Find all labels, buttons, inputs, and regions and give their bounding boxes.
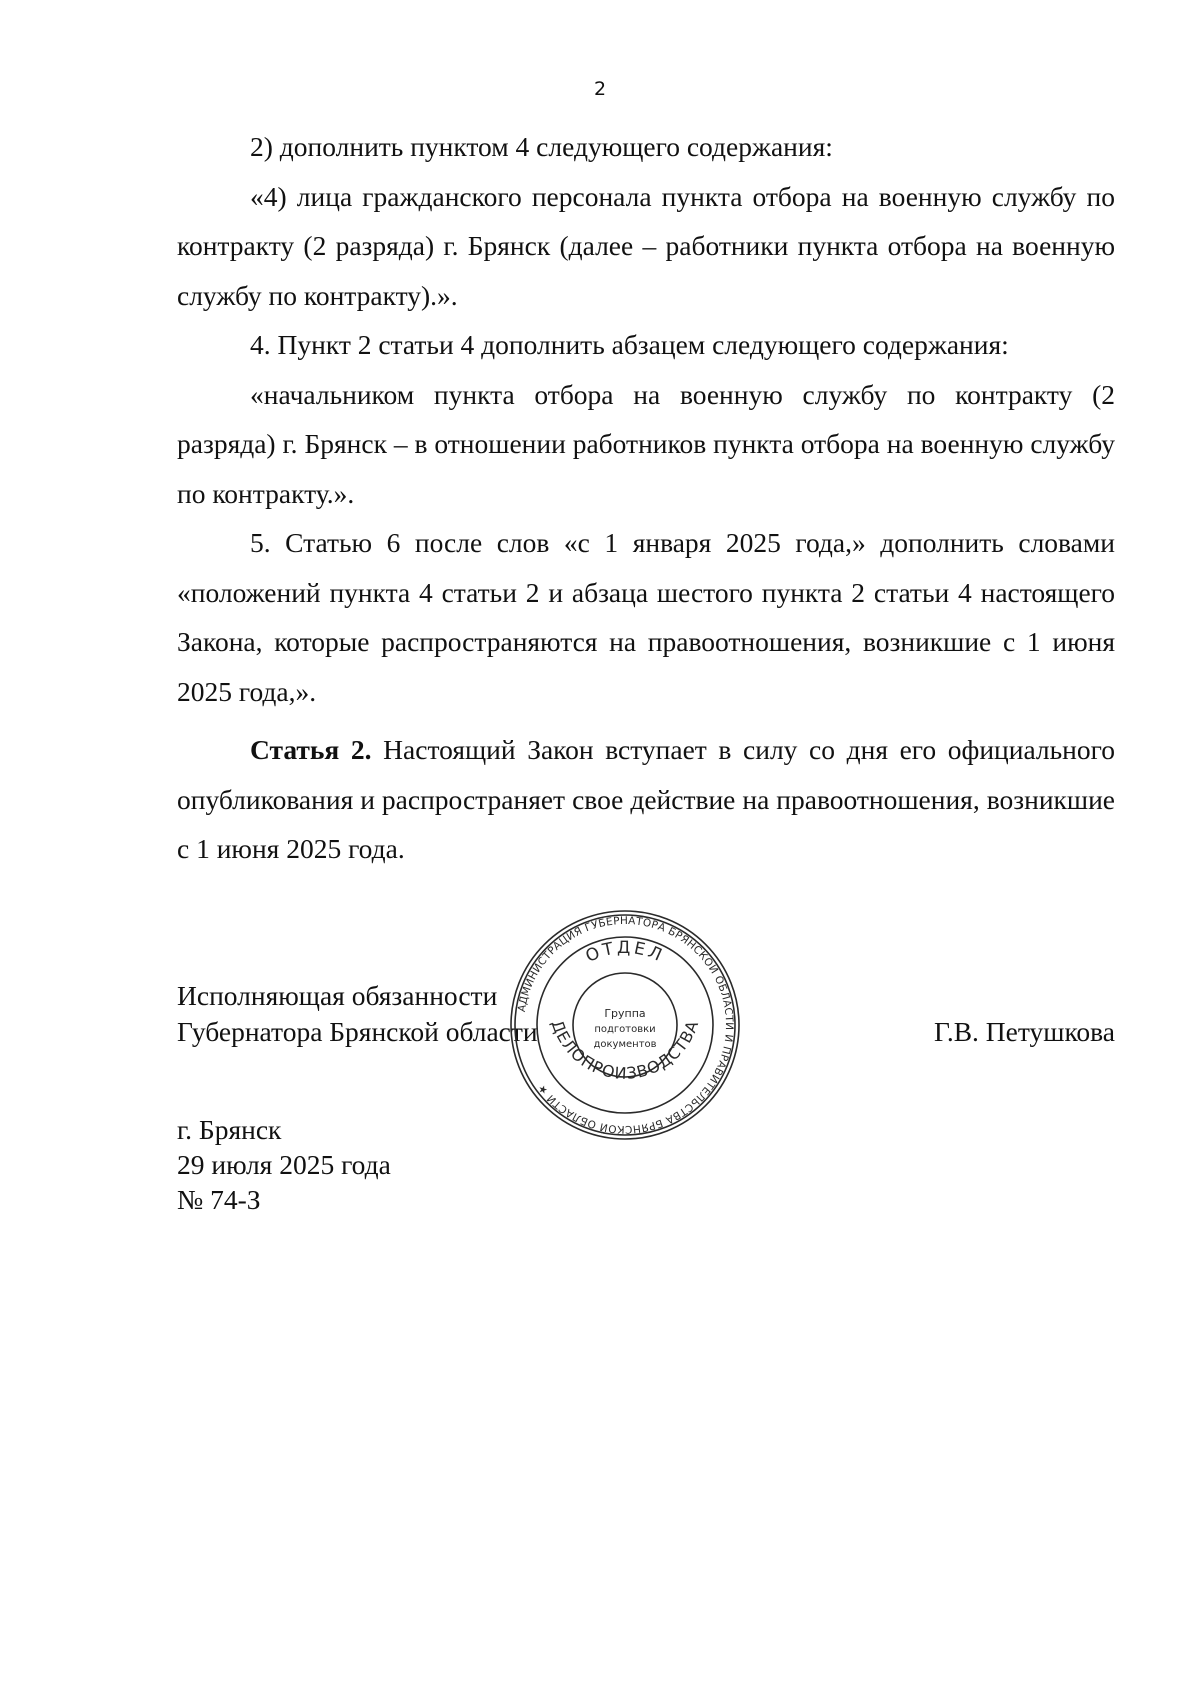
seal-stamp <box>505 905 745 1145</box>
paragraph-item-2: 2) дополнить пунктом 4 следующего содержания: <box>250 131 833 162</box>
signature-position <box>177 978 538 1050</box>
signer-name: Г.В. Петушкова <box>934 1016 1115 1047</box>
page-number: 2 <box>593 78 607 100</box>
city: г. Брянск <box>177 1114 282 1145</box>
seal-text <box>516 915 735 1135</box>
document-body <box>177 122 1115 874</box>
signature-position-line2: Губернатора Брянской области <box>177 1016 538 1047</box>
paragraph-point-4: 4. Пункт 2 статьи 4 дополнить абзацем следующего содержания: <box>250 329 1009 360</box>
signature-position-line1: Исполняющая обязанности <box>177 980 498 1011</box>
seal-center-line3: документов <box>593 1039 657 1050</box>
document-number: № 74-З <box>177 1184 261 1215</box>
article-2-heading: Статья 2. <box>250 734 372 765</box>
document-date: 29 июля 2025 года <box>177 1149 391 1180</box>
seal-ring-bottom-text: ДЕЛОПРОИЗВОДСТВА <box>547 1017 703 1083</box>
seal-center-line1: Группа <box>604 1007 646 1020</box>
seal-ring-top-text: ОТДЕЛ <box>582 937 668 967</box>
seal-center-line2: подготовки <box>594 1024 656 1035</box>
seal-outer-text: АДМИНИСТРАЦИЯ ГУБЕРНАТОРА БРЯНСКОЙ ОБЛАСТИ И ПРАВИТЕЛЬСТВА БРЯНСКОЙ ОБЛАСТИ ★ <box>515 914 736 1136</box>
place-date-block <box>177 1112 391 1217</box>
article-2-text: Настоящий Закон вступает в силу со дня его официального опубликования и распространяет свое действие на правоотношения, возникшие с 1 июня 2025 года. <box>177 734 1115 864</box>
paragraph-item-4-quote: «4) лица гражданского персонала пункта отбора на военную службу по контракту (2 разряда) г. Брянск (далее – работники пункта отбора на военную службу по контракту).». <box>177 180 1115 311</box>
paragraph-point-5: 5. Статью 6 после слов «с 1 января 2025 года,» дополнить словами «положений пункта 4 статьи 2 и абзаца шестого пункта 2 статьи 4 настоящего Закона, которые распространяются на правоотношения, возникшие с 1 июня 2025 года,». <box>177 527 1115 707</box>
paragraph-chief-quote: «начальником пункта отбора на военную службу по контракту (2 разряда) г. Брянск – в отношении работников пункта отбора на военную службу по контракту.». <box>177 378 1115 509</box>
article-2 <box>177 725 1115 874</box>
